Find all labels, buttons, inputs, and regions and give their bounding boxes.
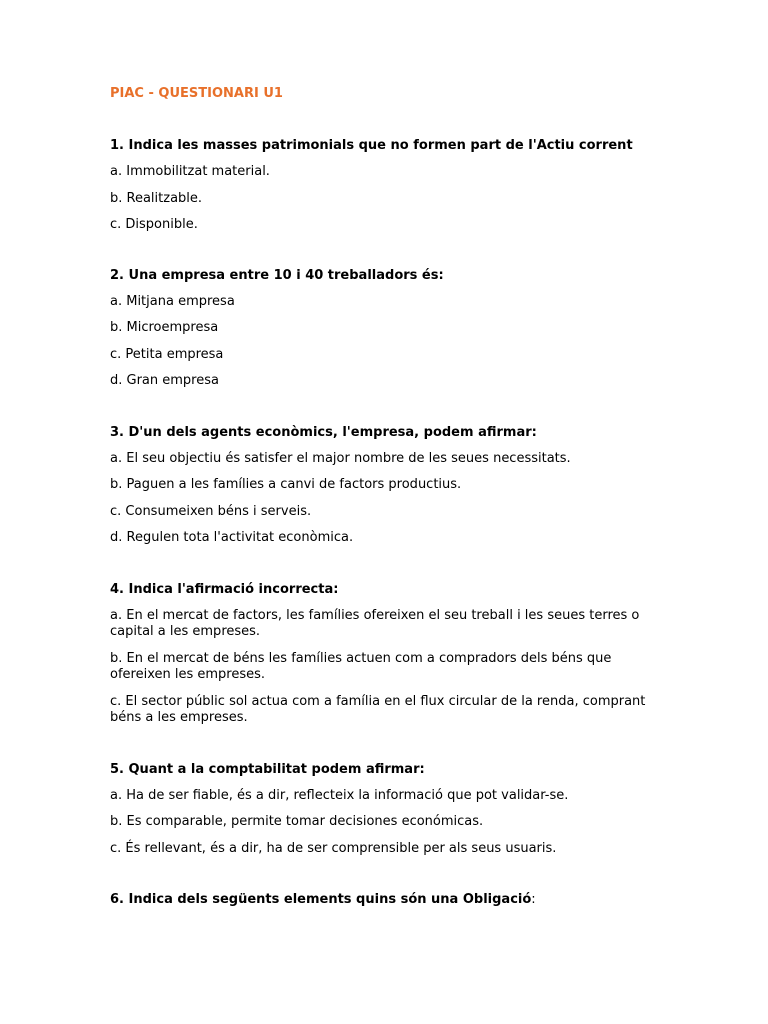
question-heading: 4. Indica l'afirmació incorrecta:	[110, 581, 339, 597]
answer-option: c. Consumeixen béns i serveis.	[110, 503, 312, 519]
answer-option: a. Mitjana empresa	[110, 293, 235, 309]
answer-option: d. Gran empresa	[110, 373, 219, 388]
question-4	[110, 582, 670, 727]
question-2	[110, 268, 670, 390]
question-heading-colon: :	[531, 892, 536, 907]
answer-option: c. Disponible.	[110, 217, 198, 232]
question-heading: 2. Una empresa entre 10 i 40 treballadors és:	[110, 267, 444, 283]
document-title: PIAC - QUESTIONARI U1	[110, 86, 283, 101]
answer-option: c. Petita empresa	[110, 346, 224, 362]
question-1	[110, 138, 670, 234]
answer-option: a. En el mercat de factors, les famílies ofereixen el seu treball i les seues terres o capital a les empreses.	[110, 607, 640, 639]
answer-option: b. En el mercat de béns les famílies actuen com a compradors dels béns que ofereixen les empreses.	[110, 650, 612, 682]
answer-option: d. Regulen tota l'activitat econòmica.	[110, 530, 354, 545]
question-5	[110, 762, 670, 858]
answer-option: b. Paguen a les famílies a canvi de factors productius.	[110, 477, 462, 492]
answer-option: b. Realitzable.	[110, 190, 203, 206]
question-heading: 3. D'un dels agents econòmics, l'empresa, podem afirmar:	[110, 424, 537, 440]
question-heading-text: 6. Indica dels següents elements quins són una Obligació	[110, 892, 532, 907]
question-heading: 1. Indica les masses patrimonials que no formen part de l'Actiu corrent	[110, 138, 633, 153]
question-3	[110, 425, 670, 547]
answer-option: a. Immobilitzat material.	[110, 164, 270, 179]
answer-option: a. Ha de ser fiable, és a dir, reflecteix la informació que pot validar-se.	[110, 787, 569, 803]
answer-option: b. Microempresa	[110, 320, 219, 335]
answer-option: c. És rellevant, és a dir, ha de ser comprensible per als seus usuaris.	[110, 840, 557, 856]
question-heading	[110, 892, 670, 908]
question-6	[110, 892, 670, 908]
answer-option: c. El sector públic sol actua com a família en el flux circular de la renda, comprant béns a les empreses.	[110, 693, 646, 725]
answer-option: a. El seu objectiu és satisfer el major nombre de les seues necessitats.	[110, 450, 571, 466]
answer-option: b. Es comparable, permite tomar decisiones económicas.	[110, 814, 484, 829]
document-page	[110, 85, 670, 918]
question-heading: 5. Quant a la comptabilitat podem afirmar:	[110, 761, 425, 777]
